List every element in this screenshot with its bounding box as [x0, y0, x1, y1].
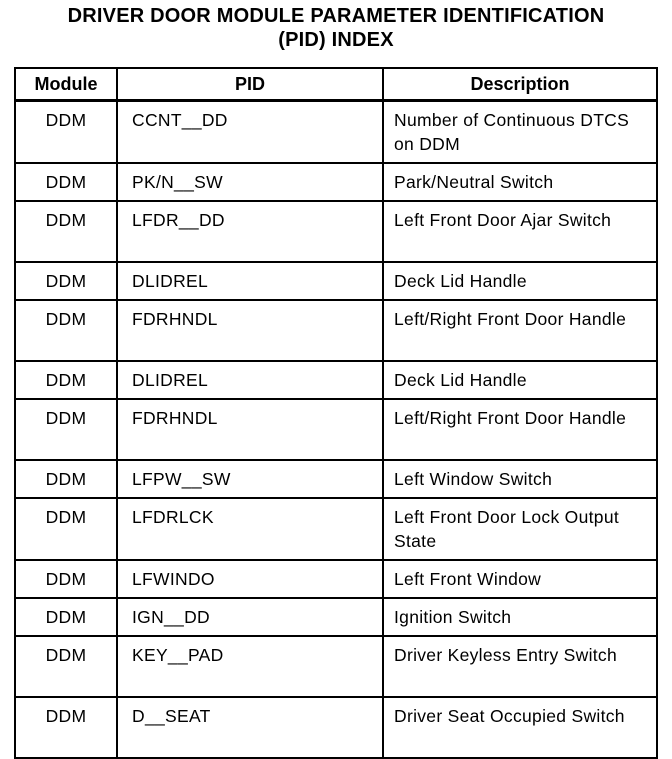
description-cell: Left/Right Front Door Handle — [383, 300, 657, 361]
module-cell: DDM — [15, 636, 117, 697]
module-cell: DDM — [15, 101, 117, 164]
column-header-module: Module — [15, 68, 117, 101]
document-title — [0, 4, 672, 52]
module-cell: DDM — [15, 262, 117, 300]
table-row — [15, 262, 657, 300]
pid-cell: D__SEAT — [117, 697, 383, 758]
module-cell: DDM — [15, 498, 117, 560]
pid-cell: LFWINDO — [117, 560, 383, 598]
title-line-1: DRIVER DOOR MODULE PARAMETER IDENTIFICATION — [67, 5, 605, 27]
table-row — [15, 201, 657, 262]
description-cell: Left Front Door Lock Output State — [383, 498, 657, 560]
module-cell: DDM — [15, 598, 117, 636]
module-cell: DDM — [15, 460, 117, 498]
pid-cell: LFPW__SW — [117, 460, 383, 498]
pid-index-table — [14, 67, 658, 759]
module-cell: DDM — [15, 399, 117, 460]
pid-cell: FDRHNDL — [117, 399, 383, 460]
description-cell: Driver Seat Occupied Switch — [383, 697, 657, 758]
pid-cell: CCNT__DD — [117, 101, 383, 164]
module-cell: DDM — [15, 361, 117, 399]
pid-cell: PK/N__SW — [117, 163, 383, 201]
title-line-2: (PID) INDEX — [278, 29, 394, 51]
table-row — [15, 163, 657, 201]
table-row — [15, 697, 657, 758]
description-cell: Driver Keyless Entry Switch — [383, 636, 657, 697]
description-cell: Deck Lid Handle — [383, 262, 657, 300]
module-cell: DDM — [15, 560, 117, 598]
table-row — [15, 598, 657, 636]
table-row — [15, 636, 657, 697]
module-cell: DDM — [15, 300, 117, 361]
table-row — [15, 460, 657, 498]
column-header-pid: PID — [117, 68, 383, 101]
column-header-description: Description — [383, 68, 657, 101]
pid-cell: LFDRLCK — [117, 498, 383, 560]
pid-cell: IGN__DD — [117, 598, 383, 636]
pid-cell: LFDR__DD — [117, 201, 383, 262]
table-row — [15, 300, 657, 361]
description-cell: Park/Neutral Switch — [383, 163, 657, 201]
table-row — [15, 101, 657, 164]
pid-cell: KEY__PAD — [117, 636, 383, 697]
description-cell: Number of Continuous DTCS on DDM — [383, 101, 657, 164]
table-row — [15, 361, 657, 399]
module-cell: DDM — [15, 201, 117, 262]
description-cell: Deck Lid Handle — [383, 361, 657, 399]
pid-cell: DLIDREL — [117, 262, 383, 300]
table-row — [15, 498, 657, 560]
description-cell: Left Window Switch — [383, 460, 657, 498]
pid-cell: DLIDREL — [117, 361, 383, 399]
table-row — [15, 560, 657, 598]
table-header-row — [15, 68, 657, 101]
module-cell: DDM — [15, 163, 117, 201]
description-cell: Left Front Window — [383, 560, 657, 598]
module-cell: DDM — [15, 697, 117, 758]
table-row — [15, 399, 657, 460]
description-cell: Ignition Switch — [383, 598, 657, 636]
description-cell: Left/Right Front Door Handle — [383, 399, 657, 460]
pid-cell: FDRHNDL — [117, 300, 383, 361]
description-cell: Left Front Door Ajar Switch — [383, 201, 657, 262]
